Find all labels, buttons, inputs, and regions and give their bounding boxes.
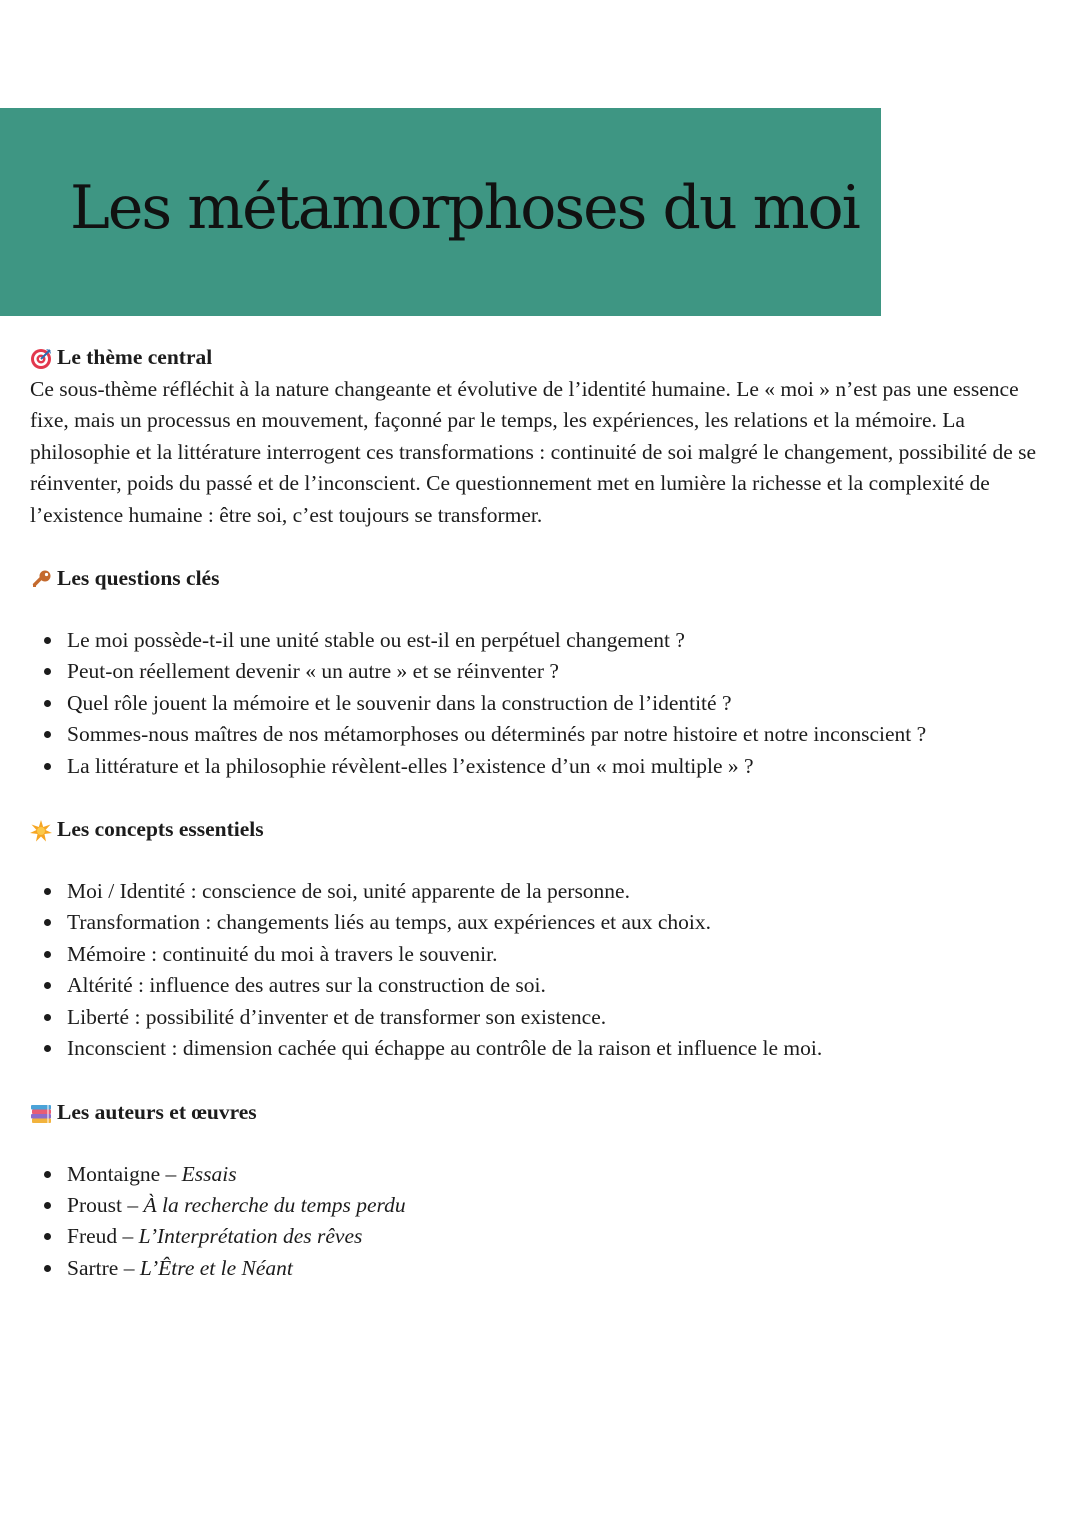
authors-list — [30, 1159, 1060, 1285]
document-body — [30, 340, 1060, 1284]
work-title: À la recherche du temps perdu — [143, 1192, 406, 1217]
sparkle-star-icon — [30, 818, 52, 840]
list-item: Moi / Identité : conscience de soi, unité apparente de la personne. — [30, 876, 1060, 907]
section-heading-theme — [30, 340, 1060, 374]
questions-list — [30, 625, 1060, 782]
list-item — [30, 1221, 1060, 1252]
section-heading-label: Les auteurs et œuvres — [57, 1099, 257, 1124]
title-banner — [0, 108, 881, 316]
list-item: Inconscient : dimension cachée qui échappe au contrôle de la raison et influence le moi. — [30, 1033, 1060, 1064]
list-item — [30, 1253, 1060, 1284]
author-name: Montaigne – — [67, 1161, 182, 1186]
list-item: Le moi possède-t-il une unité stable ou est-il en perpétuel changement ? — [30, 625, 1060, 656]
work-title: L’Être et le Néant — [139, 1255, 293, 1280]
section-heading-questions — [30, 561, 1060, 595]
list-item — [30, 1159, 1060, 1190]
author-name: Proust – — [67, 1192, 144, 1217]
target-icon — [30, 346, 52, 368]
section-heading-label: Les concepts essentiels — [57, 817, 264, 842]
list-item: Mémoire : continuité du moi à travers le souvenir. — [30, 939, 1060, 970]
list-item: La littérature et la philosophie révèlent-elles l’existence d’un « moi multiple » ? — [30, 751, 1060, 782]
author-name: Sartre – — [67, 1255, 140, 1280]
theme-paragraph: Ce sous-thème réfléchit à la nature changeante et évolutive de l’identité humaine. Le « moi » n’est pas une essence fixe, mais un processus en mouvement, façonné par le temps, les expériences, les relations et la mémoire. La philosophie et la littérature interrogent ces transformations : continuité de soi malgré le changement, possibilité de se réinventer, poids du passé et de l’inconscient. Ce questionnement met en lumière la richesse et la complexité de l’existence humaine : être soi, c’est toujours se transformer. — [30, 377, 1037, 527]
list-item: Liberté : possibilité d’inventer et de transformer son existence. — [30, 1002, 1060, 1033]
section-heading-concepts — [30, 812, 1060, 846]
list-item — [30, 1190, 1060, 1221]
books-icon — [30, 1101, 52, 1123]
list-item: Transformation : changements liés au temps, aux expériences et aux choix. — [30, 907, 1060, 938]
work-title: L’Interprétation des rêves — [138, 1224, 363, 1249]
page-title: Les métamorphoses du moi — [70, 173, 859, 243]
key-icon — [30, 567, 52, 589]
section-heading-authors — [30, 1095, 1060, 1129]
list-item: Quel rôle jouent la mémoire et le souvenir dans la construction de l’identité ? — [30, 688, 1060, 719]
section-heading-label: Le thème central — [57, 345, 213, 369]
work-title: Essais — [181, 1161, 237, 1186]
section-heading-label: Les questions clés — [57, 566, 220, 591]
concepts-list — [30, 876, 1060, 1064]
list-item: Altérité : influence des autres sur la construction de soi. — [30, 970, 1060, 1001]
list-item: Peut-on réellement devenir « un autre » et se réinventer ? — [30, 656, 1060, 687]
list-item: Sommes-nous maîtres de nos métamorphoses ou déterminés par notre histoire et notre inconscient ? — [30, 719, 1060, 750]
author-name: Freud – — [67, 1224, 139, 1249]
